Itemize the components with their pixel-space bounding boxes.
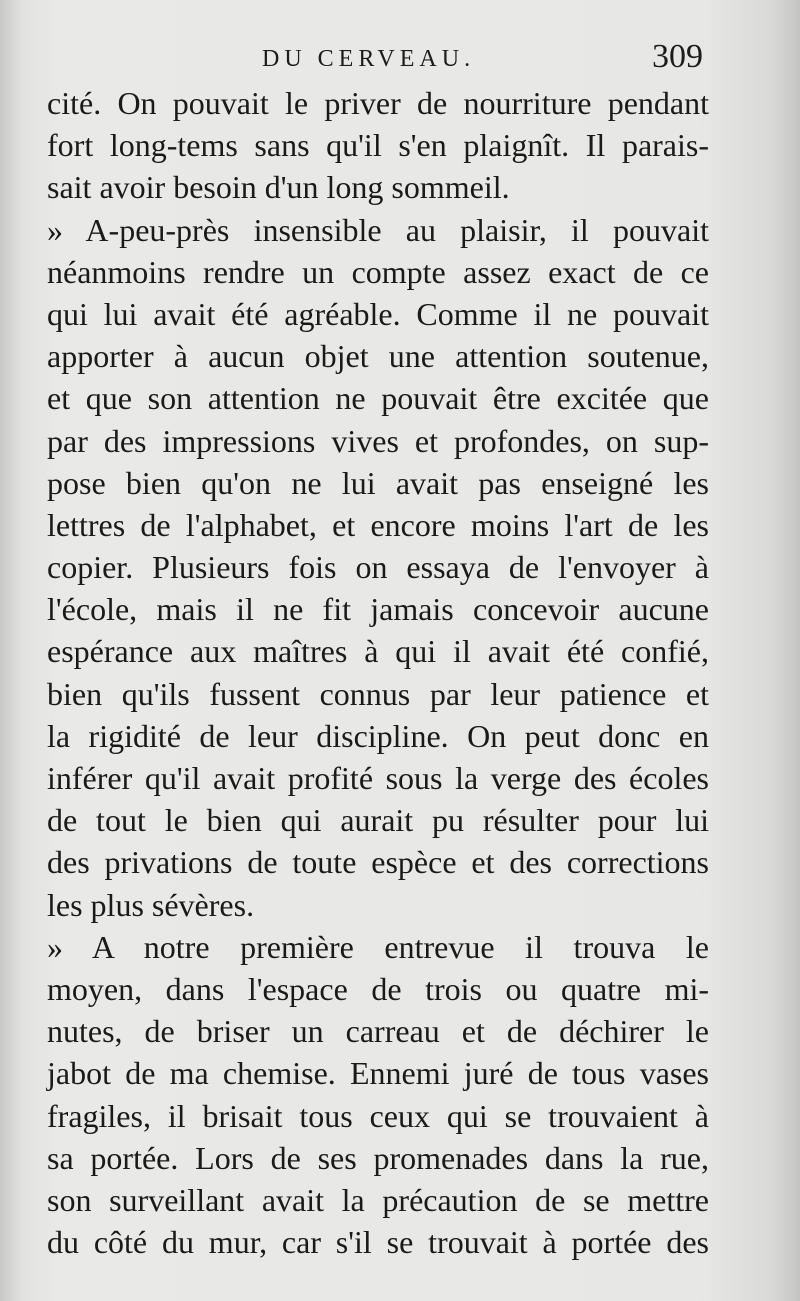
text-line: inférer qu'il avait profité sous la verge des écoles [47, 760, 709, 796]
text-line: par des impressions vives et profondes, on sup- [47, 422, 709, 459]
text-line: jabot de ma chemise. Ennemi juré de tous vases [47, 1055, 709, 1092]
text-line: espérance aux maîtres à qui il avait été confié, [47, 633, 709, 670]
text-line: des privations de toute espèce et des corrections [47, 844, 709, 881]
text-line: pose bien qu'on ne lui avait pas enseigné les [47, 464, 709, 501]
text-line: copier. Plusieurs fois on essaya de l'envoyer à [47, 549, 709, 586]
text-line: lettres de l'alphabet, et encore moins l'art de les [47, 506, 709, 543]
text-line: fragiles, il brisait tous ceux qui se trouvaient à [47, 1097, 709, 1134]
text-line: son surveillant avait la précaution de se mettre [47, 1181, 709, 1218]
text-line: qui lui avait été agréable. Comme il ne pouvait [47, 295, 709, 332]
page-header [0, 38, 800, 84]
text-line: du côté du mur, car s'il se trouvait à portée des [47, 1224, 709, 1261]
text-line: la rigidité de leur discipline. On peut donc en [47, 717, 709, 754]
text-line: nutes, de briser un carreau et de déchirer le [47, 1013, 709, 1050]
text-line: fort long-tems sans qu'il s'en plaignît. Il parais- [47, 127, 709, 164]
text-line: cité. On pouvait le priver de nourriture pendant [47, 85, 709, 121]
running-head: DU CERVEAU. [262, 46, 476, 72]
text-line: sa portée. Lors de ses promenades dans la rue, [47, 1139, 709, 1176]
text-line: de tout le bien qui aurait pu résulter pour lui [47, 802, 709, 839]
text-line: et que son attention ne pouvait être excitée que [47, 380, 709, 417]
text-line: moyen, dans l'espace de trois ou quatre mi- [47, 970, 709, 1007]
text-line: » A notre première entrevue il trouva le [47, 928, 709, 965]
page-number: 309 [652, 38, 703, 75]
body-text [47, 82, 709, 1263]
text-line: l'école, mais il ne fit jamais concevoir aucune [47, 591, 709, 628]
text-line: néanmoins rendre un compte assez exact de ce [47, 253, 709, 290]
text-line: sait avoir besoin d'un long sommeil. [47, 169, 510, 206]
text-line: les plus sévères. [47, 886, 255, 923]
text-line: bien qu'ils fussent connus par leur patience et [47, 675, 709, 712]
text-line: » A-peu-près insensible au plaisir, il pouvait [47, 211, 709, 248]
text-line: apporter à aucun objet une attention soutenue, [47, 338, 709, 375]
